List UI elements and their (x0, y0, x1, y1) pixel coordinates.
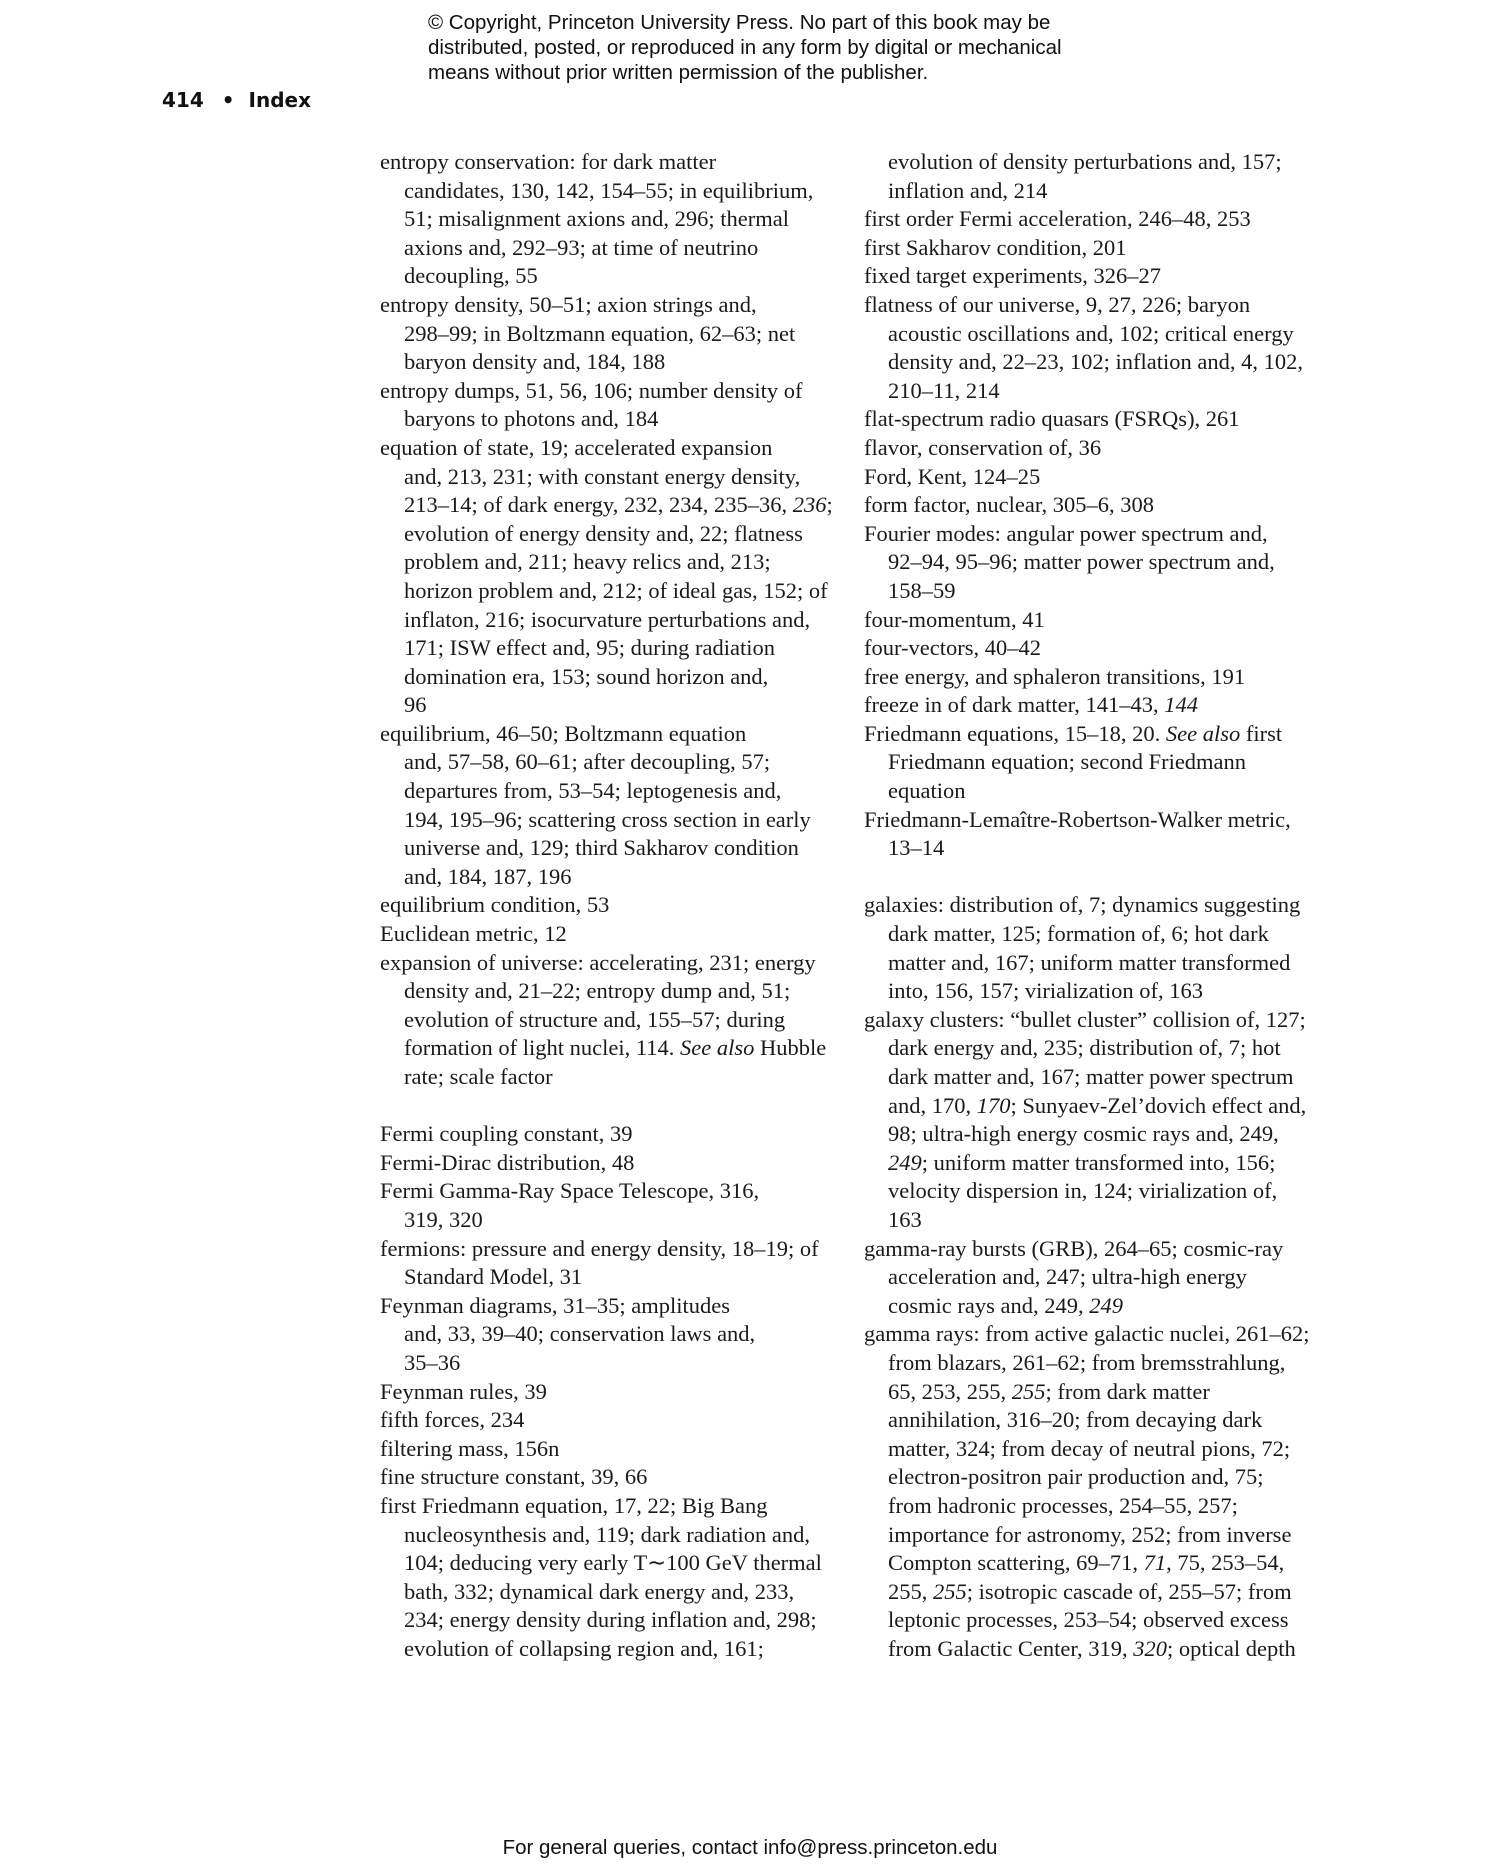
index-entry-line: fifth forces, 234 (380, 1407, 525, 1433)
index-entry-line: horizon problem and, 212; of ideal gas, 152; of (404, 577, 828, 603)
index-entry (864, 234, 1334, 263)
index-entry-line: Euclidean metric, 12 (380, 921, 567, 947)
index-entry-line: 65, 253, 255, 255; from dark matter (888, 1378, 1210, 1404)
index-entry-line: equation of state, 19; accelerated expansion (380, 434, 773, 460)
index-entry (380, 148, 850, 291)
index-entry (380, 291, 850, 377)
index-entry-line: and, 184, 187, 196 (404, 863, 572, 889)
index-entry-line: formation of light nuclei, 114. See also Hubble (404, 1035, 827, 1061)
index-entry-line: 96 (404, 692, 427, 718)
index-entry-line: flavor, conservation of, 36 (864, 434, 1102, 460)
index-entry-line: fixed target experiments, 326–27 (864, 263, 1162, 289)
index-entry-line: filtering mass, 156n (380, 1435, 560, 1461)
index-entry (380, 1292, 850, 1378)
index-entry (380, 1492, 850, 1664)
index-entry-line: Standard Model, 31 (404, 1264, 583, 1290)
index-entry-line: Fermi Gamma-Ray Space Telescope, 316, (380, 1178, 760, 1204)
index-entry-line: evolution of energy density and, 22; flatness (404, 520, 803, 546)
letter-section-gap (864, 863, 1334, 892)
separator-bullet: • (221, 88, 235, 112)
index-entry-line: 298–99; in Boltzmann equation, 62–63; net (404, 320, 796, 346)
index-entry-line: 213–14; of dark energy, 232, 234, 235–36, 236; (404, 492, 833, 518)
index-entry (380, 434, 850, 720)
index-entry-line: inflaton, 216; isocurvature perturbations and, (404, 606, 811, 632)
index-entry-line: galaxy clusters: “bullet cluster” collision of, 127; (864, 1006, 1306, 1032)
index-entry-line: dark energy and, 235; distribution of, 7; hot (888, 1035, 1281, 1061)
index-entry-line: 13–14 (888, 835, 945, 861)
index-entry-line: 319, 320 (404, 1206, 483, 1232)
index-entry (380, 1378, 850, 1407)
index-entry-line: gamma rays: from active galactic nuclei, 261–62; (864, 1321, 1310, 1347)
index-entry-line: first Sakharov condition, 201 (864, 234, 1127, 260)
index-entry (380, 891, 850, 920)
index-entry-line: matter, 324; from decay of neutral pions, 72; (888, 1435, 1291, 1461)
index-entry-line: Compton scattering, 69–71, 71, 75, 253–54, (888, 1550, 1285, 1576)
index-entry-line: density and, 22–23, 102; inflation and, 4, 102, (888, 349, 1303, 375)
index-entry-line: velocity dispersion in, 124; virialization of, (888, 1178, 1278, 1204)
index-entry-line: problem and, 211; heavy relics and, 213; (404, 549, 771, 575)
index-entry-line: 163 (888, 1206, 922, 1232)
index-entry-line: matter and, 167; uniform matter transformed (888, 949, 1291, 975)
index-entry-line: bath, 332; dynamical dark energy and, 233, (404, 1578, 795, 1604)
index-entry-line: electron-positron pair production and, 75; (888, 1464, 1264, 1490)
index-entry-line: entropy density, 50–51; axion strings and, (380, 291, 757, 317)
index-entry-line: 255, 255; isotropic cascade of, 255–57; from (888, 1578, 1292, 1604)
index-entry (864, 205, 1334, 234)
index-entry-line: equation (888, 778, 966, 804)
index-entry (380, 1435, 850, 1464)
index-entry (864, 491, 1334, 520)
index-entry-line: density and, 21–22; entropy dump and, 51; (404, 978, 791, 1004)
index-column-right (864, 148, 1334, 1663)
index-entry-line: Fermi coupling constant, 39 (380, 1121, 633, 1147)
running-head (162, 88, 311, 112)
index-entry (864, 434, 1334, 463)
index-entry-line: fermions: pressure and energy density, 18–19; of (380, 1235, 819, 1261)
index-entry-line: 194, 195–96; scattering cross section in early (404, 806, 811, 832)
index-entry-line: Fermi-Dirac distribution, 48 (380, 1149, 635, 1175)
index-entry (864, 291, 1334, 405)
index-entry-line: dark matter and, 167; matter power spectrum (888, 1064, 1294, 1089)
index-entry-line: and, 170, 170; Sunyaev-Zel’dovich effect and, (888, 1092, 1307, 1118)
index-entry-line: Friedmann-Lemaître-Robertson-Walker metric, (864, 806, 1291, 832)
index-entry-line: baryon density and, 184, 188 (404, 349, 666, 375)
index-entry-line: 158–59 (888, 577, 956, 603)
index-entry-line: Fourier modes: angular power spectrum and, (864, 520, 1268, 546)
index-entry (380, 1406, 850, 1435)
index-column-left (380, 148, 850, 1663)
index-entry-line: Friedmann equation; second Friedmann (888, 749, 1247, 775)
index-entry-line: axions and, 292–93; at time of neutrino (404, 234, 759, 260)
copyright-line: distributed, posted, or reproduced in any form by digital or mechanical (428, 36, 1062, 59)
copyright-notice (428, 10, 1128, 85)
index-entry (864, 720, 1334, 806)
index-entry (380, 920, 850, 949)
index-entry-line: rate; scale factor (404, 1064, 553, 1089)
index-entry-line: baryons to photons and, 184 (404, 406, 659, 432)
index-entry (864, 1006, 1334, 1235)
index-entry-line: freeze in of dark matter, 141–43, 144 (864, 692, 1198, 718)
index-entry-line: dark matter, 125; formation of, 6; hot dark (888, 921, 1269, 947)
index-entry-line: leptonic processes, 253–54; observed excess (888, 1607, 1289, 1633)
index-entry-line: Ford, Kent, 124–25 (864, 463, 1041, 489)
page-number: 414 (162, 88, 204, 112)
index-entry-line: from Galactic Center, 319, 320; optical depth (888, 1635, 1296, 1661)
index-entry-line: gamma-ray bursts (GRB), 264–65; cosmic-ray (864, 1235, 1284, 1261)
index-entry-line: four-vectors, 40–42 (864, 635, 1042, 661)
index-entry (864, 634, 1334, 663)
index-entry-line: entropy dumps, 51, 56, 106; number density of (380, 377, 803, 403)
index-entry-line: and, 57–58, 60–61; after decoupling, 57; (404, 749, 771, 775)
index-entry (380, 1235, 850, 1292)
index-entry-line: universe and, 129; third Sakharov condition (404, 835, 799, 861)
index-entry-line: first Friedmann equation, 17, 22; Big Bang (380, 1492, 768, 1518)
index-entry (380, 1120, 850, 1149)
index-entry-line: 234; energy density during inflation and, 298; (404, 1607, 817, 1633)
index-entry-line: equilibrium, 46–50; Boltzmann equation (380, 720, 747, 746)
index-entry (864, 806, 1334, 863)
index-entry-line: Feynman diagrams, 31–35; amplitudes (380, 1292, 730, 1318)
index-entry-line: equilibrium condition, 53 (380, 892, 610, 918)
copyright-line: © Copyright, Princeton University Press. No part of this book may be (428, 11, 1051, 34)
index-entry (864, 520, 1334, 606)
index-entry (864, 1320, 1334, 1663)
index-entry-line: 249; uniform matter transformed into, 156; (888, 1149, 1276, 1175)
index-entry-line: evolution of density perturbations and, 157; (888, 149, 1282, 174)
index-entry-line: 104; deducing very early T∼100 GeV thermal (404, 1550, 822, 1576)
index-entry (864, 891, 1334, 1005)
index-entry-line: entropy conservation: for dark matter (380, 149, 717, 174)
index-entry-line: candidates, 130, 142, 154–55; in equilibrium, (404, 177, 814, 203)
index-entry (380, 720, 850, 892)
index-entry-line: inflation and, 214 (888, 177, 1048, 203)
index-entry-line: Friedmann equations, 15–18, 20. See also first (864, 720, 1283, 746)
index-entry-line: flat-spectrum radio quasars (FSRQs), 261 (864, 406, 1240, 432)
index-entry-line: evolution of structure and, 155–57; during (404, 1006, 786, 1032)
copyright-line: means without prior written permission of the publisher. (428, 61, 929, 84)
index-entry-line: 92–94, 95–96; matter power spectrum and, (888, 549, 1275, 575)
index-entry-line: acceleration and, 247; ultra-high energy (888, 1264, 1247, 1290)
index-entry (864, 691, 1334, 720)
index-entry-line: 51; misalignment axions and, 296; thermal (404, 206, 789, 232)
index-entry-line: 210–11, 214 (888, 377, 1000, 403)
index-entry-line: evolution of collapsing region and, 161; (404, 1635, 764, 1661)
index-entry-line: from blazars, 261–62; from bremsstrahlung, (888, 1349, 1286, 1375)
index-entry (380, 1177, 850, 1234)
index-entry (380, 1149, 850, 1178)
index-entry-line: fine structure constant, 39, 66 (380, 1464, 648, 1490)
index-entry-line: first order Fermi acceleration, 246–48, 253 (864, 206, 1251, 232)
index-entry-line: 171; ISW effect and, 95; during radiation (404, 635, 775, 661)
index-entry (380, 1463, 850, 1492)
index-entry-line: free energy, and sphaleron transitions, 191 (864, 663, 1246, 689)
index-entry (380, 377, 850, 434)
index-entry (380, 949, 850, 1092)
index-entry-line: decoupling, 55 (404, 263, 538, 289)
index-entry-line: 35–36 (404, 1349, 461, 1375)
index-entry-line: into, 156, 157; virialization of, 163 (888, 978, 1203, 1004)
index-entry (864, 606, 1334, 635)
section-title: Index (248, 88, 312, 112)
index-entry-line: flatness of our universe, 9, 27, 226; baryon (864, 291, 1251, 317)
index-entry-line: galaxies: distribution of, 7; dynamics suggesting (864, 892, 1301, 918)
index-entry-line: importance for astronomy, 252; from inverse (888, 1521, 1292, 1547)
index-entry-line: cosmic rays and, 249, 249 (888, 1292, 1123, 1318)
index-entry-line: from hadronic processes, 254–55, 257; (888, 1492, 1238, 1518)
index-entry-line: domination era, 153; sound horizon and, (404, 663, 769, 689)
index-entry-line: form factor, nuclear, 305–6, 308 (864, 492, 1154, 518)
index-entry-line: and, 213, 231; with constant energy density, (404, 463, 801, 489)
footer-contact: For general queries, contact info@press.princeton.edu (502, 1836, 998, 1859)
index-entry-line: expansion of universe: accelerating, 231; energy (380, 949, 816, 975)
index-entry (864, 663, 1334, 692)
index-entry-line: nucleosynthesis and, 119; dark radiation and, (404, 1521, 810, 1547)
index-entry (864, 262, 1334, 291)
index-entry (864, 148, 1334, 205)
index-entry-line: and, 33, 39–40; conservation laws and, (404, 1321, 756, 1347)
index-entry (864, 1235, 1334, 1321)
letter-section-gap (380, 1092, 850, 1121)
index-entry-line: annihilation, 316–20; from decaying dark (888, 1407, 1263, 1433)
index-entry (864, 463, 1334, 492)
index-entry-line: four-momentum, 41 (864, 606, 1045, 632)
index-entry-line: Feynman rules, 39 (380, 1378, 547, 1404)
index-entry-line: 98; ultra-high energy cosmic rays and, 249, (888, 1121, 1279, 1147)
index-entry (864, 405, 1334, 434)
index-entry-line: acoustic oscillations and, 102; critical energy (888, 320, 1294, 346)
index-entry-line: departures from, 53–54; leptogenesis and, (404, 778, 782, 804)
